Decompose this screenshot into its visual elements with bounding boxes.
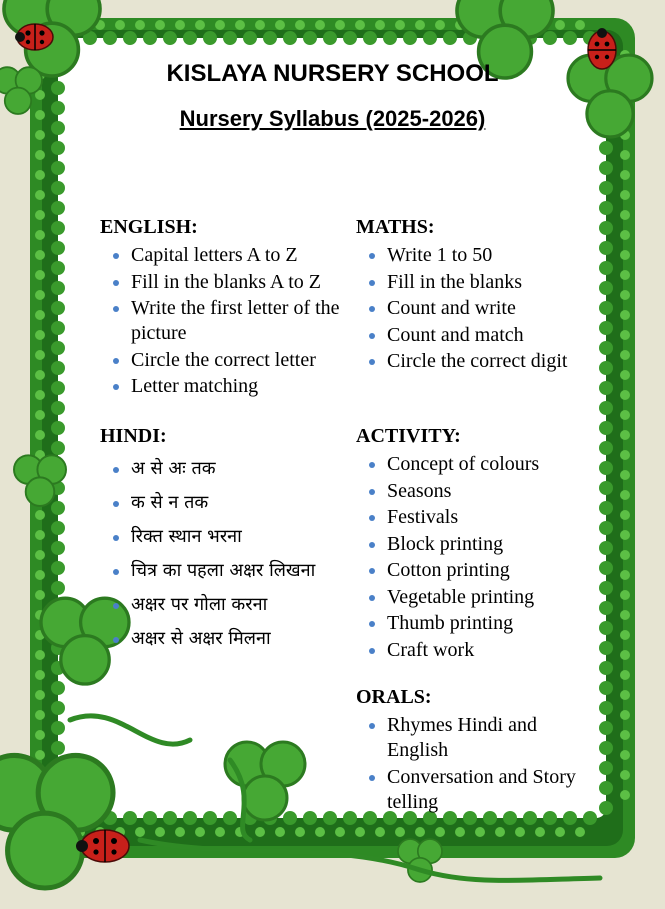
bullet-icon	[369, 306, 375, 312]
list-item-text: Circle the correct digit	[387, 350, 568, 372]
bullet-icon	[369, 333, 375, 339]
section-heading: HINDI:	[100, 425, 167, 447]
list-item	[356, 532, 576, 557]
syllabus-title-text: Nursery Syllabus (2025-2026)	[179, 106, 486, 131]
list-item-text: Write 1 to 50	[387, 244, 493, 266]
list-item	[356, 611, 576, 636]
hindi-list	[100, 452, 340, 656]
list-item	[100, 520, 340, 554]
list-item	[100, 374, 350, 399]
list-item	[356, 479, 576, 504]
bullet-icon	[369, 648, 375, 654]
bullet-icon	[113, 535, 119, 541]
section-heading: ENGLISH:	[100, 216, 198, 238]
list-item-text: Thumb printing	[387, 612, 514, 634]
list-item	[356, 323, 576, 348]
bullet-icon	[369, 595, 375, 601]
bullet-icon	[113, 501, 119, 507]
bullet-icon	[113, 603, 119, 609]
bullet-icon	[113, 358, 119, 364]
hindi-section	[100, 425, 340, 656]
list-item-text: Block printing	[387, 532, 504, 555]
list-item	[356, 452, 576, 477]
list-item	[100, 486, 340, 520]
maths-list	[356, 243, 576, 374]
list-item-text: Seasons	[387, 479, 452, 502]
list-item	[100, 243, 350, 268]
list-item	[356, 270, 576, 295]
list-item-text: Festivals	[387, 506, 459, 528]
syllabus-title	[0, 106, 665, 132]
list-item-text: अक्षर पर गोला करना	[131, 594, 268, 615]
bullet-icon	[369, 775, 375, 781]
list-item-text: अक्षर से अक्षर मिलना	[131, 628, 271, 649]
list-item	[356, 349, 576, 374]
list-item	[356, 713, 576, 763]
section-heading: ORALS:	[356, 686, 432, 708]
list-item-text: Write the first letter of the picture	[131, 297, 340, 344]
list-item	[356, 243, 576, 268]
activity-list	[356, 452, 576, 663]
list-item-text: Circle the correct letter	[131, 348, 316, 371]
list-item	[356, 765, 576, 815]
bullet-icon	[369, 515, 375, 521]
orals-section	[356, 686, 576, 816]
bullet-icon	[113, 637, 119, 643]
bullet-icon	[369, 253, 375, 259]
list-item	[100, 622, 340, 656]
list-item	[100, 348, 350, 373]
school-name: KISLAYA NURSERY SCHOOL	[166, 60, 499, 87]
list-item-text: Craft work	[387, 638, 475, 661]
list-item-text: Letter matching	[131, 375, 259, 397]
list-item	[356, 296, 576, 321]
orals-list	[356, 713, 576, 815]
list-item	[356, 505, 576, 530]
list-item	[100, 588, 340, 622]
bullet-icon	[369, 489, 375, 495]
list-item-text: Count and match	[387, 323, 524, 346]
bullet-icon	[369, 462, 375, 468]
activity-section	[356, 425, 576, 664]
list-item-text: Conversation and Story telling	[387, 765, 576, 813]
list-item-text: Fill in the blanks	[387, 270, 522, 293]
bullet-icon	[369, 280, 375, 286]
list-item	[356, 558, 576, 583]
bullet-icon	[113, 306, 119, 312]
bullet-icon	[369, 723, 375, 729]
list-item	[356, 638, 576, 663]
list-item	[100, 270, 350, 295]
section-heading: ACTIVITY:	[356, 425, 461, 447]
list-item-text: Fill in the blanks A to Z	[131, 270, 322, 293]
bullet-icon	[113, 253, 119, 259]
list-item	[100, 554, 340, 588]
bullet-icon	[369, 359, 375, 365]
list-item-text: Cotton printing	[387, 559, 510, 581]
english-section	[100, 216, 350, 401]
bullet-icon	[113, 467, 119, 473]
list-item-text: क से न तक	[131, 492, 209, 513]
list-item	[100, 296, 350, 346]
list-item-text: अ से अः तक	[131, 458, 216, 479]
list-item-text: रिक्त स्थान भरना	[131, 526, 242, 547]
list-item-text: Count and write	[387, 297, 516, 319]
list-item-text: चित्र का पहला अक्षर लिखना	[131, 560, 316, 581]
bullet-icon	[369, 621, 375, 627]
bullet-icon	[113, 384, 119, 390]
bullet-icon	[113, 569, 119, 575]
list-item-text: Capital letters A to Z	[131, 244, 298, 266]
bullet-icon	[113, 280, 119, 286]
list-item-text: Vegetable printing	[387, 585, 535, 608]
list-item-text: Rhymes Hindi and English	[387, 714, 537, 761]
maths-section	[356, 216, 576, 376]
list-item	[100, 452, 340, 486]
bullet-icon	[369, 542, 375, 548]
english-list	[100, 243, 350, 399]
section-heading: MATHS:	[356, 216, 435, 238]
list-item-text: Concept of colours	[387, 453, 540, 475]
list-item	[356, 585, 576, 610]
bullet-icon	[369, 568, 375, 574]
